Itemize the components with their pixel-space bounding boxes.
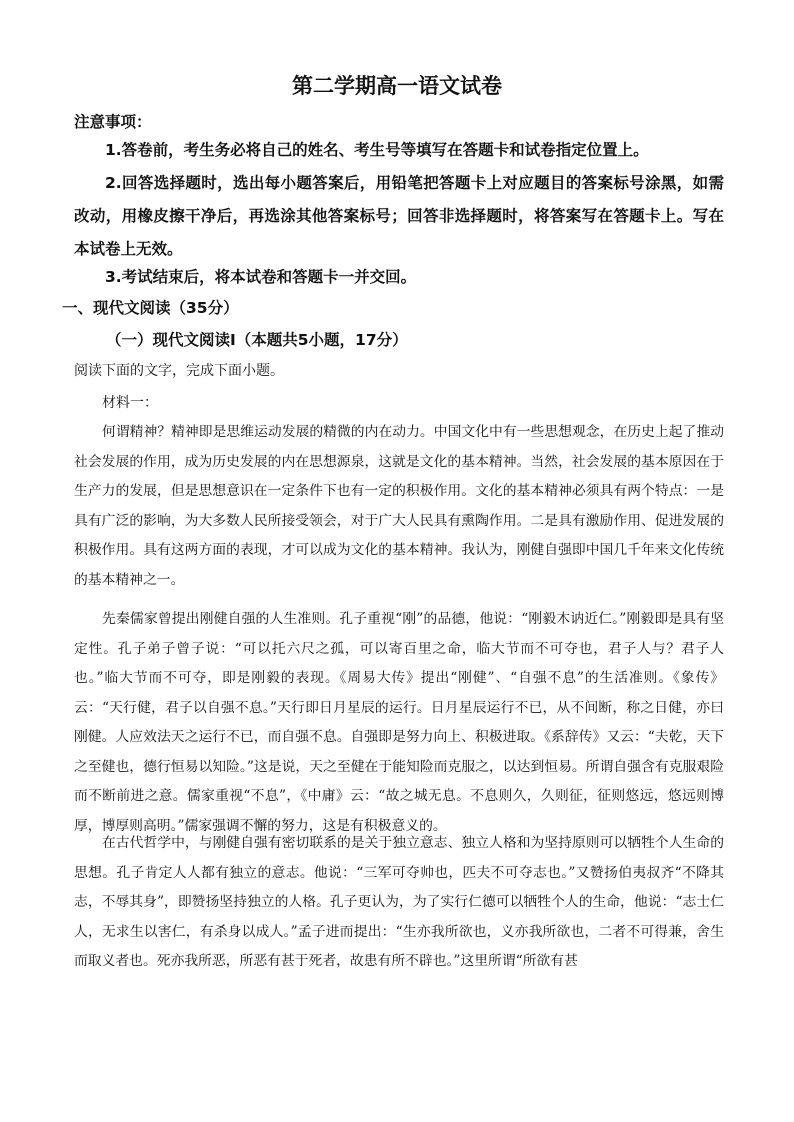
notice-item: 2.回答选择题时，选出每小题答案后，用铅笔把答题卡上对应题目的答案标号涂黑，如需改动，用橡皮擦干净后，再选涂其他答案标号；回答非选择题时，将答案写在答题卡上。写在本试卷上无效。 [74, 174, 724, 258]
reading-instruction: 阅读下面的文字，完成下面小题。 [74, 363, 284, 379]
body-paragraph: 在古代哲学中，与刚健自强有密切联系的是关于独立意志、独立人格和为坚持原则可以牺牲个人生命的思想。孔子肯定人人都有独立的意志。他说：“三军可夺帅也，匹夫不可夺志也。”又赞扬伯夷叔齐“不降其志，不辱其身”，即赞扬坚持独立的人格。孔子更认为，为了实行仁德可以牺牲个人的生命，他说：“志士仁人，无求生以害仁，有杀身以成人。”孟子进而提出：“生亦我所欲也，义亦我所欲也，二者不可得兼，舍生而取义者也。死亦我所恶，所恶有甚于死者，故患有所不辟也。”这里所谓“所欲有甚 [74, 835, 724, 969]
notice-item: 1.答卷前，考生务必将自己的姓名、考生号等填写在答题卡和试卷指定位置上。 [105, 141, 649, 159]
body-paragraph: 何谓精神？精神即是思维运动发展的精微的内在动力。中国文化中有一些思想观念，在历史上起了推动社会发展的作用，成为历史发展的内在思想源泉，这就是文化的基本精神。当然，社会发展的基本原因在于生产力的发展，但是思想意识在一定条件下也有一定的积极作用。文化的基本精神必须具有两个特点：一是具有广泛的影响，为大多数人民所接受领会，对于广大人民具有熏陶作用。二是具有激励作用、促进发展的积极作用。具有这两方面的表现，才可以成为文化的基本精神。我认为，刚健自强即中国几千年来文化传统的基本精神之一。 [74, 424, 724, 588]
page-title: 第二学期高一语文试卷 [292, 73, 502, 98]
notice-item: 3.考试结束后，将本试卷和答题卡一并交回。 [105, 268, 417, 286]
material-label: 材料一： [102, 395, 158, 411]
body-paragraph: 先秦儒家曾提出刚健自强的人生准则。孔子重视“刚”的品德，他说：“刚毅木讷近仁。”刚毅即是具有坚定性。孔子弟子曾子说：“可以托六尺之孤，可以寄百里之命，临大节而不可夺也，君子人与？君子人也。”临大节而不可夺，即是刚毅的表现。《周易大传》提出“刚健”、“自强不息”的生活准则。《象传》云：“天行健，君子以自强不息。”天行即日月星辰的运行。日月星辰运行不已，从不间断，称之日健，亦曰刚健。人应效法天之运行不已，而自强不息。自强即是努力向上、积极进取。《系辞传》又云：“夫乾，天下之至健也，德行恒易以知险。”这是说，天之至健在于能知险而克服之，以达到恒易。所谓自强含有克服艰险而不断前进之意。儒家重视“不息”，《中庸》云：“故之城无息。不息则久，久则征，征则悠远，悠远则博厚，博厚则高明。”儒家强调不懈的努力，这是有积极意义的。 [74, 611, 724, 834]
notice-heading: 注意事项： [74, 113, 152, 131]
subsection-heading: （一）现代文阅读Ⅰ（本题共5小题，17分） [106, 331, 408, 349]
section-heading: 一、现代文阅读（35分） [62, 299, 239, 317]
